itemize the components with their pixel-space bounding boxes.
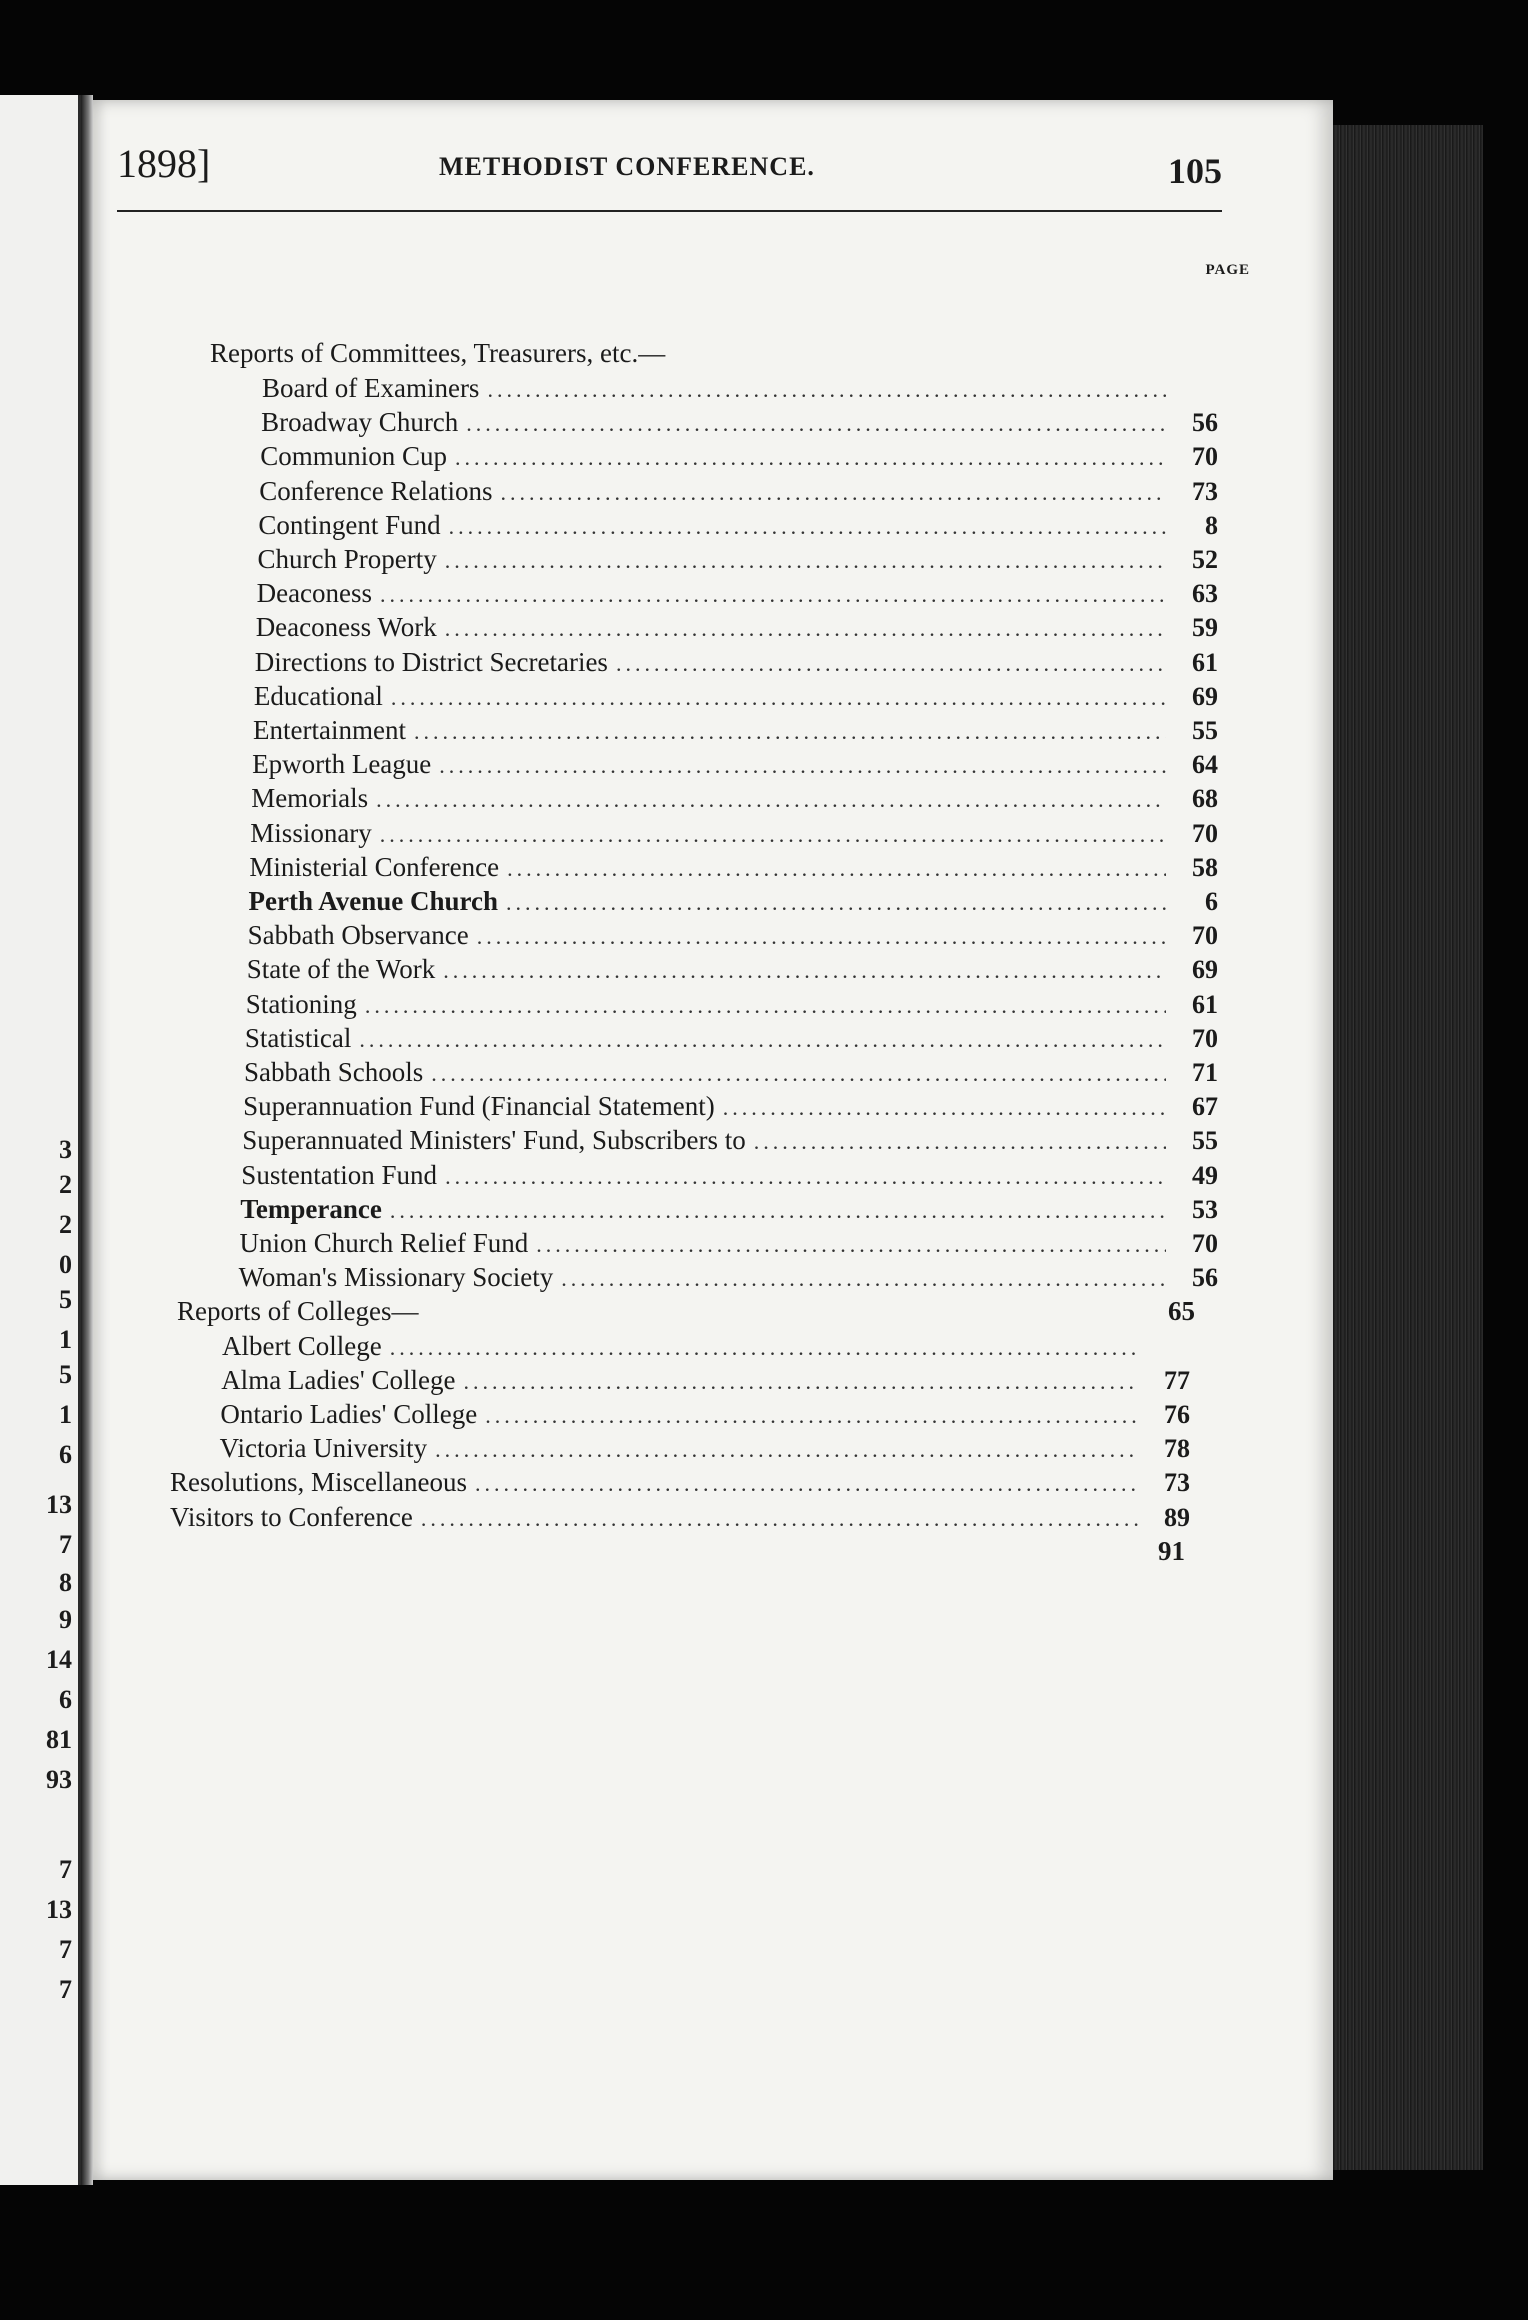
entry-label: Victoria University: [219, 1433, 428, 1464]
index-entry: [247, 954, 1218, 988]
entry-page-number: 70: [1191, 442, 1218, 472]
entry-label: Visitors to Conference: [170, 1501, 413, 1532]
entry-label: Missionary: [250, 817, 372, 848]
entry-label: Ministerial Conference: [249, 851, 500, 882]
entry-label: Temperance: [240, 1193, 382, 1224]
index-entry: [222, 1331, 1190, 1365]
dot-leader: [723, 1095, 1166, 1121]
dot-leader: [754, 1129, 1166, 1155]
left-page-number: 7: [59, 1975, 72, 2004]
entry-page-number: 70: [1191, 1023, 1218, 1053]
entry-page-number: 49: [1191, 1160, 1218, 1190]
index-entry: [260, 441, 1218, 475]
entry-page-number: 61: [1191, 989, 1218, 1019]
left-page-number: 2: [59, 1170, 72, 1199]
entry-page-number: 58: [1191, 852, 1218, 882]
entry-page-number: 73: [1191, 476, 1218, 506]
dot-leader: [477, 924, 1166, 950]
index-entry: [251, 783, 1218, 817]
dot-leader: [365, 993, 1166, 1019]
entry-label: Epworth League: [252, 749, 432, 780]
dot-leader: [431, 1061, 1166, 1087]
entry-page-number: 78: [1163, 1434, 1190, 1464]
dot-leader: [443, 958, 1166, 984]
index-entry: [249, 886, 1219, 920]
index-entry: [221, 1365, 1190, 1399]
entry-label: Superannuation Fund (Financial Statement): [243, 1091, 715, 1122]
entry-page-number: 56: [1191, 408, 1218, 438]
index-entry: [254, 681, 1218, 715]
entry-page-number: 55: [1191, 1126, 1218, 1156]
entry-label: Woman's Missionary Society: [238, 1262, 554, 1293]
entry-label: Broadway Church: [261, 407, 459, 438]
dot-leader: [507, 856, 1166, 882]
left-page-sliver: [0, 95, 81, 2185]
index-entry: [240, 1194, 1218, 1228]
section-title: Reports of Committees, Treasurers, etc.—: [210, 338, 666, 368]
dot-leader: [487, 377, 1166, 403]
entry-page-number: 64: [1191, 750, 1218, 780]
entry-label: Perth Avenue Church: [248, 886, 498, 916]
header-year: 1898]: [117, 141, 211, 186]
index-entry: [259, 476, 1218, 510]
entry-page-number: 89: [1164, 1502, 1190, 1532]
entry-page-number: 55: [1192, 716, 1218, 745]
left-page-number: 7: [59, 1935, 72, 1964]
entry-page-number: 63: [1191, 579, 1218, 609]
entry-label: Deaconess: [256, 578, 373, 609]
header-title: METHODIST CONFERENCE.: [439, 152, 815, 181]
index-entry: [244, 1057, 1218, 1091]
left-page-number: 2: [59, 1210, 72, 1239]
dot-leader: [464, 1369, 1138, 1395]
index-entry: [170, 1467, 1190, 1501]
index-entry: [258, 510, 1218, 544]
entry-label: Contingent Fund: [258, 509, 441, 540]
page-edges: [1333, 125, 1483, 2170]
entry-page-number: 73: [1164, 1468, 1190, 1498]
dot-leader: [616, 651, 1166, 677]
entry-page-number: 52: [1192, 545, 1218, 574]
left-page-number: 0: [59, 1250, 72, 1279]
entry-page-number: 6: [1205, 887, 1218, 916]
left-page-number: 1: [59, 1400, 72, 1429]
entry-label: Board of Examiners: [262, 373, 480, 403]
entry-label: Memorials: [251, 783, 369, 814]
index-entry: [253, 715, 1218, 749]
index-entry: [239, 1262, 1218, 1296]
left-page-number: 13: [46, 1895, 72, 1924]
dot-leader: [376, 787, 1166, 813]
entry-page-number: 77: [1163, 1365, 1190, 1395]
dot-leader: [439, 753, 1166, 779]
dot-leader: [500, 480, 1166, 506]
index-entry: [255, 647, 1218, 681]
index-entry: [170, 1502, 1190, 1536]
left-page-number: 6: [59, 1685, 72, 1714]
entry-label: Church Property: [257, 544, 437, 574]
entry-label: Statistical: [244, 1022, 352, 1053]
index-entry: [245, 1023, 1218, 1057]
entry-page-number: 69: [1191, 955, 1218, 985]
left-page-number: 1: [59, 1325, 72, 1354]
dot-leader: [390, 1335, 1138, 1361]
last-page-number: 91: [1158, 1535, 1185, 1566]
dot-leader: [449, 514, 1166, 540]
entry-label: Sabbath Observance: [247, 920, 469, 951]
entry-label: Sabbath Schools: [244, 1057, 424, 1087]
left-page-number: 3: [59, 1135, 72, 1164]
dot-leader: [485, 1403, 1138, 1429]
dot-leader: [466, 411, 1166, 437]
left-page-number: 14: [46, 1645, 72, 1674]
index-entry: [243, 1091, 1218, 1125]
page-header: [117, 140, 1222, 210]
index-entry: [246, 989, 1218, 1023]
dot-leader: [380, 582, 1166, 608]
entry-page-number: 76: [1163, 1400, 1190, 1429]
dot-leader: [445, 1164, 1166, 1190]
header-rule: [117, 210, 1222, 212]
dot-leader: [414, 719, 1166, 745]
entry-label: Sustentation Fund: [241, 1159, 438, 1190]
entry-page-number: 68: [1191, 784, 1218, 814]
entry-page-number: 71: [1192, 1058, 1218, 1087]
section-title: Reports of Colleges—: [177, 1296, 419, 1327]
dot-leader: [455, 445, 1166, 471]
entry-page-number: 61: [1191, 647, 1218, 677]
left-page-number: 6: [59, 1440, 72, 1469]
left-page-number: 7: [59, 1530, 72, 1559]
dot-leader: [561, 1266, 1166, 1292]
dot-leader: [445, 548, 1166, 574]
entry-label: Stationing: [245, 988, 357, 1019]
index-entry: [249, 852, 1218, 886]
entry-label: Communion Cup: [260, 441, 447, 472]
entry-label: Ontario Ladies' College: [220, 1399, 478, 1429]
left-page-number: 7: [59, 1855, 72, 1884]
entry-page-number: 59: [1191, 613, 1218, 643]
entry-label: State of the Work: [246, 954, 436, 985]
left-page-number: 8: [59, 1568, 72, 1597]
left-page-number: 5: [59, 1360, 72, 1389]
index-entry: [252, 749, 1218, 783]
left-page-number: 81: [46, 1725, 72, 1754]
entry-label: Union Church Relief Fund: [239, 1228, 529, 1258]
entry-label: Educational: [253, 680, 383, 711]
dot-leader: [475, 1471, 1138, 1497]
entry-label: Albert College: [222, 1330, 382, 1361]
entry-label: Directions to District Secretaries: [254, 646, 608, 677]
entry-label: Resolutions, Miscellaneous: [170, 1467, 467, 1498]
index-entry: [220, 1399, 1190, 1433]
dot-leader: [390, 1198, 1166, 1224]
entry-page-number: 67: [1191, 1092, 1218, 1122]
index-entry: [220, 1433, 1190, 1467]
entry-page-number: 56: [1191, 1263, 1218, 1293]
entry-label: Conference Relations: [259, 475, 493, 506]
entry-page-number: 53: [1191, 1194, 1218, 1224]
index-entry: [241, 1160, 1218, 1194]
dot-leader: [435, 1437, 1138, 1463]
dot-leader: [380, 822, 1166, 848]
index-entry: [256, 612, 1218, 646]
page-column-heading: PAGE: [1205, 262, 1250, 278]
entry-page-number: 69: [1191, 681, 1218, 711]
dot-leader: [421, 1506, 1138, 1532]
book-gutter: [81, 95, 93, 2185]
header-page-number: 105: [1168, 151, 1222, 191]
index-entry: [242, 1125, 1218, 1159]
left-page-number: 93: [46, 1765, 72, 1794]
dot-leader: [391, 685, 1166, 711]
entry-page-number: 8: [1204, 510, 1218, 540]
entry-page-number: 70: [1192, 1229, 1218, 1258]
dot-leader: [359, 1027, 1166, 1053]
dot-leader: [536, 1232, 1166, 1258]
left-page-number: 13: [46, 1490, 72, 1519]
entry-label: Deaconess Work: [255, 612, 437, 643]
index-entry: [258, 544, 1219, 578]
entry-label: Alma Ladies' College: [221, 1364, 456, 1395]
index-entry: [240, 1228, 1219, 1262]
left-page-number: 5: [59, 1285, 72, 1314]
left-page-number: 9: [59, 1605, 72, 1634]
index-entry: [261, 407, 1218, 441]
entry-label: Entertainment: [253, 715, 406, 745]
entry-label: Superannuated Ministers' Fund, Subscribers to: [242, 1125, 746, 1156]
entry-page-number: 70: [1191, 921, 1218, 951]
index-entry: [250, 818, 1218, 852]
index-entry: [257, 578, 1218, 612]
index-entry: [262, 373, 1218, 407]
entry-page-number: 70: [1191, 818, 1218, 848]
index-entry: [248, 920, 1218, 954]
section-title-page: 65: [1168, 1296, 1195, 1327]
dot-leader: [445, 616, 1166, 642]
dot-leader: [506, 890, 1166, 916]
